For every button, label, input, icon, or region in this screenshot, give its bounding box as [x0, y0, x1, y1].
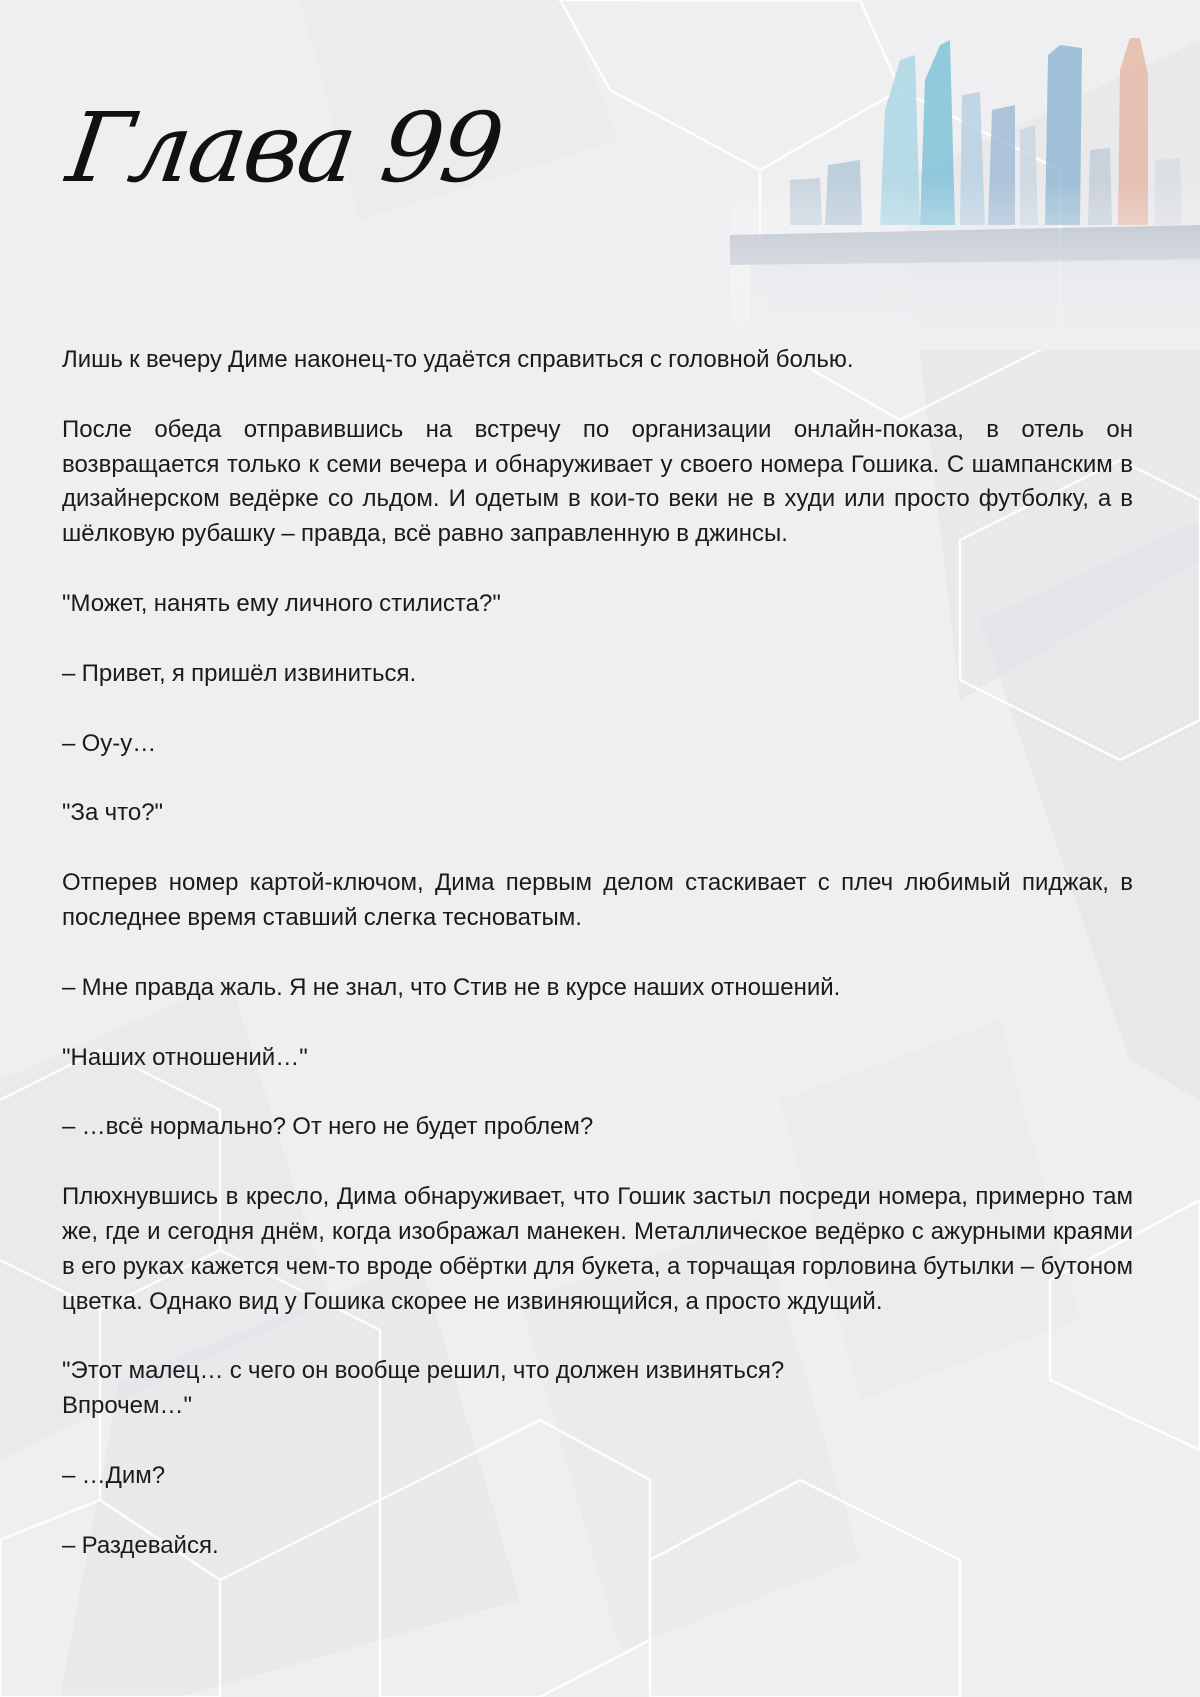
paragraph: После обеда отправившись на встречу по организации онлайн-показа, в отель он возвращается только к семи вечера и обнаруживает у своего номера Гошика. С шампанским в дизайнерском ведёрке со льдом. И одетым в кои-то веки не в худи или просто футболку, а в шёлковую рубашку – правда, всё равно заправленную в джинсы. — [62, 415, 1133, 548]
paragraph: – Мне правда жаль. Я не знал, что Стив не в курсе наших отношений. — [62, 973, 841, 1001]
paragraph: – Привет, я пришёл извиниться. — [62, 659, 417, 687]
paragraph: "Наших отношений…" — [62, 1043, 308, 1071]
paragraph: – …всё нормально? От него не будет проблем? — [62, 1113, 594, 1141]
city-skyline-illustration — [730, 0, 1200, 350]
paragraph: Лишь к вечеру Диме наконец-то удаётся справиться с головной болью. — [62, 346, 854, 373]
paragraph: Плюхнувшись в кресло, Дима обнаруживает, что Гошик застыл посреди номера, примерно там же, где и сегодня днём, когда изображал манекен. Металлическое ведёрко с ажурными краями в его руках кажется чем-то вроде обёртки для букета, а торчащая горловина бутылки – бутоном цветка. Однако вид у Гошика скорее не извиняющийся, а просто ждущий. — [62, 1183, 1133, 1315]
paragraph: – …Дим? — [62, 1461, 166, 1489]
paragraph: – Оу-у… — [62, 729, 157, 757]
paragraph: – Раздевайся. — [62, 1531, 219, 1559]
paragraph: "Этот малец… с чего он вообще решил, что должен извиняться? Впрочем…" — [62, 1357, 785, 1420]
paragraph: "Может, нанять ему личного стилиста?" — [62, 589, 501, 617]
paragraph: Отперев номер картой-ключом, Дима первым делом стаскивает с плеч любимый пиджак, в последнее время ставший слегка тесноватым. — [62, 869, 1133, 931]
chapter-title: Глава 99 — [60, 92, 509, 204]
chapter-body — [62, 343, 1133, 1599]
paragraph: "За что?" — [62, 799, 164, 827]
